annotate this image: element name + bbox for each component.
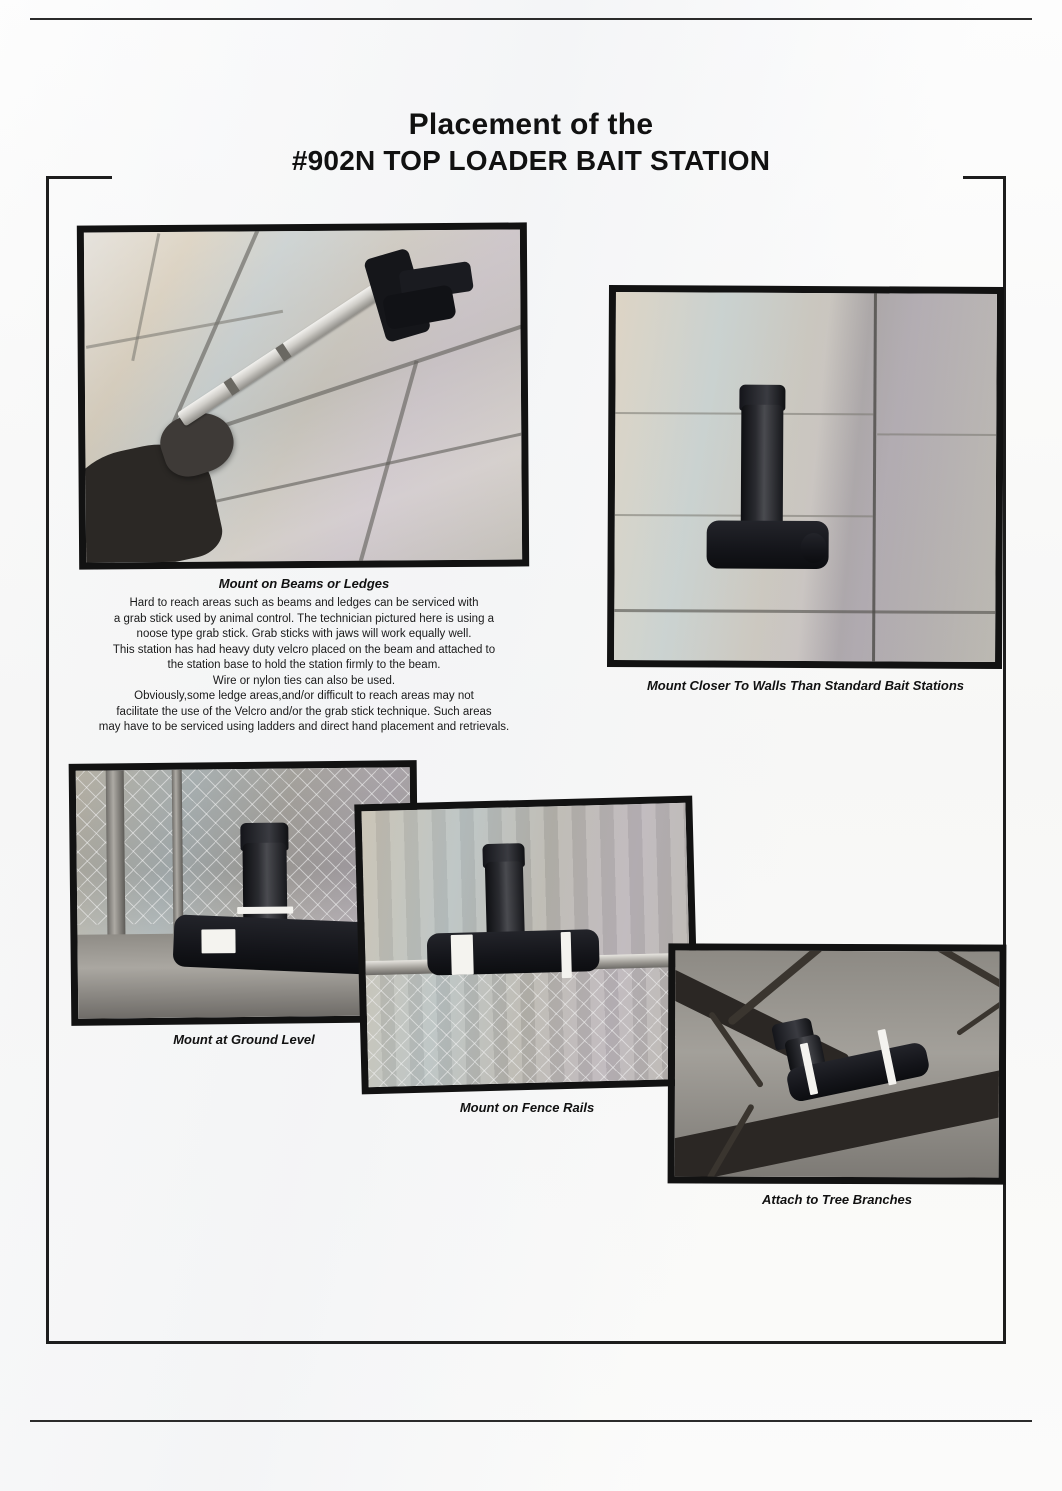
chain-link-mesh — [366, 967, 693, 1087]
station-label — [201, 929, 235, 953]
station-strap-right — [561, 932, 572, 978]
body-line-5: the station base to hold the station firmly to the beam. — [167, 659, 441, 671]
frame-border-bottom — [46, 1341, 1006, 1344]
photo-grab-stick-on-ledge-image — [84, 229, 522, 562]
page-top-rule — [30, 18, 1032, 20]
body-line-9: may have to be serviced using ladders and direct hand placement and retrievals. — [98, 721, 510, 733]
body-line-6: Wire or nylon ties can also be used. — [212, 674, 396, 687]
photo-station-tied-to-fence-rail — [354, 796, 699, 1095]
station-vertical-tube — [485, 861, 525, 938]
photo-station-strapped-to-tree-branch-image — [675, 950, 1000, 1177]
caption-mount-at-ground-level: Mount at Ground Level — [173, 1032, 315, 1047]
wall-corner-line — [872, 293, 877, 661]
photo-station-tied-to-fence-rail-image — [361, 803, 692, 1087]
frame-border-left — [46, 176, 49, 1344]
body-line-2: a grab stick used by animal control. The technician pictured here is using a — [113, 612, 495, 625]
body-line-8: facilitate the use of the Velcro and/or the grab stick technique. Such areas — [116, 705, 492, 718]
body-line-1: Hard to reach areas such as beams and ledges can be serviced with — [129, 597, 479, 609]
station-strap — [237, 906, 293, 914]
station-strap-left — [451, 934, 474, 975]
caption-attach-to-tree-branches: Attach to Tree Branches — [761, 1192, 913, 1207]
body-line-7: Obviously,some ledge areas,and/or difficult to reach areas may not — [134, 690, 474, 702]
photo-station-against-wall-corner-image — [614, 292, 997, 662]
photo-station-strapped-to-tree-branch — [668, 943, 1007, 1184]
body-paragraph — [78, 596, 530, 736]
page-title-line-1: Placement of the — [408, 108, 654, 141]
station-base-end-cap — [801, 533, 827, 563]
caption-mount-on-beams-or-ledges: Mount on Beams or Ledges — [218, 576, 390, 591]
body-line-3: noose type grab stick. Grab sticks with jaws will work equally well. — [136, 628, 472, 640]
page-title-line-2: #902N TOP LOADER BAIT STATION — [291, 145, 771, 176]
body-line-4: This station has had heavy duty velcro placed on the beam and attached to — [112, 643, 496, 656]
floor-seam-line — [614, 609, 995, 614]
photo-station-against-wall-corner — [607, 285, 1004, 669]
photo-grab-stick-on-ledge — [77, 222, 529, 569]
page-bottom-rule — [30, 1420, 1032, 1422]
caption-mount-on-fence-rails: Mount on Fence Rails — [459, 1100, 595, 1115]
page-title — [0, 108, 1062, 178]
caption-mount-closer-to-walls: Mount Closer To Walls Than Standard Bait Stations — [646, 678, 965, 693]
